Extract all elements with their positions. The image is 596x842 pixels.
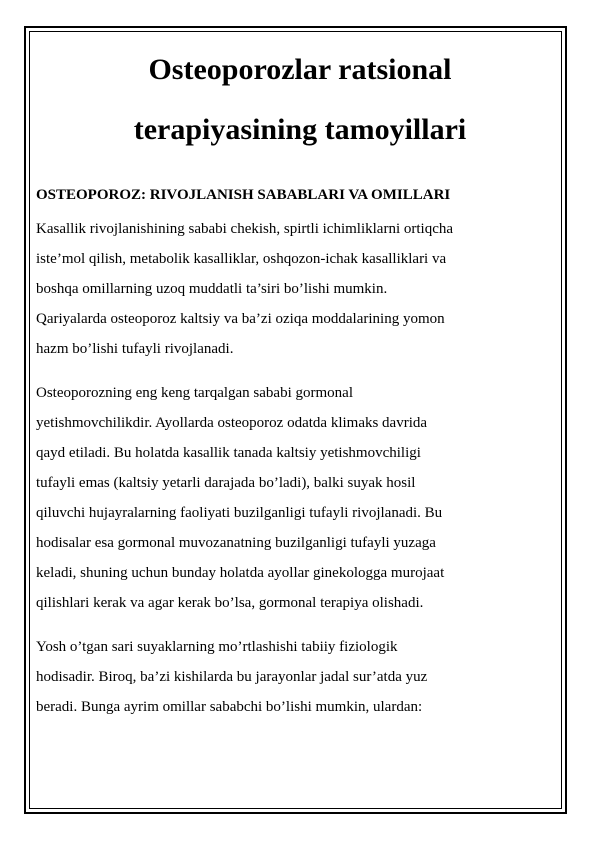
- title-line: Osteoporozlar ratsional: [148, 53, 452, 86]
- section-heading: OSTEOPOROZ: RIVOJLANISH SABABLARI VA OMILLARI: [36, 187, 451, 203]
- text-line: Osteoporozning eng keng tarqalgan sababi gormonal: [36, 385, 353, 401]
- text-line: iste’mol qilish, metabolik kasalliklar, oshqozon-ichak kasalliklari va: [36, 251, 447, 267]
- text-line: Yosh o’tgan sari suyaklarning mo’rtlashishi tabiiy fiziologik: [36, 639, 398, 655]
- paragraph: [36, 378, 558, 618]
- text-line: tufayli emas (kaltsiy yetarli darajada bo’ladi), balki suyak hosil: [36, 475, 416, 491]
- text-line: boshqa omillarning uzoq muddatli ta’siri bo’lishi mumkin.: [36, 281, 388, 297]
- text-line: Kasallik rivojlanishining sababi chekish, spirtli ichimliklarni ortiqcha: [36, 221, 454, 237]
- text-line: hodisalar esa gormonal muvozanatning buzilganligi tufayli yuzaga: [36, 535, 436, 551]
- text-line: hazm bo’lishi tufayli rivojlanadi.: [36, 341, 234, 357]
- text-line: qayd etiladi. Bu holatda kasallik tanada kaltsiy yetishmovchiligi: [36, 445, 421, 461]
- paragraph: [36, 632, 558, 722]
- document-title: [36, 40, 558, 160]
- document-body: [36, 40, 558, 722]
- title-line: terapiyasining tamoyillari: [133, 113, 467, 146]
- text-line: yetishmovchilikdir. Ayollarda osteoporoz odatda klimaks davrida: [36, 415, 428, 431]
- text-line: qiluvchi hujayralarning faoliyati buzilganligi tufayli rivojlanadi. Bu: [36, 505, 443, 521]
- text-line: Qariyalarda osteoporoz kaltsiy va ba’zi oziqa moddalarining yomon: [36, 311, 445, 327]
- paragraph: [36, 214, 558, 364]
- text-line: qilishlari kerak va agar kerak bo’lsa, gormonal terapiya olishadi.: [36, 595, 424, 611]
- text-line: keladi, shuning uchun bunday holatda ayollar ginekologga murojaat: [36, 565, 445, 581]
- text-line: beradi. Bunga ayrim omillar sababchi bo’lishi mumkin, ulardan:: [36, 699, 423, 715]
- text-line: hodisadir. Biroq, ba’zi kishilarda bu jarayonlar jadal sur’atda yuz: [36, 669, 428, 685]
